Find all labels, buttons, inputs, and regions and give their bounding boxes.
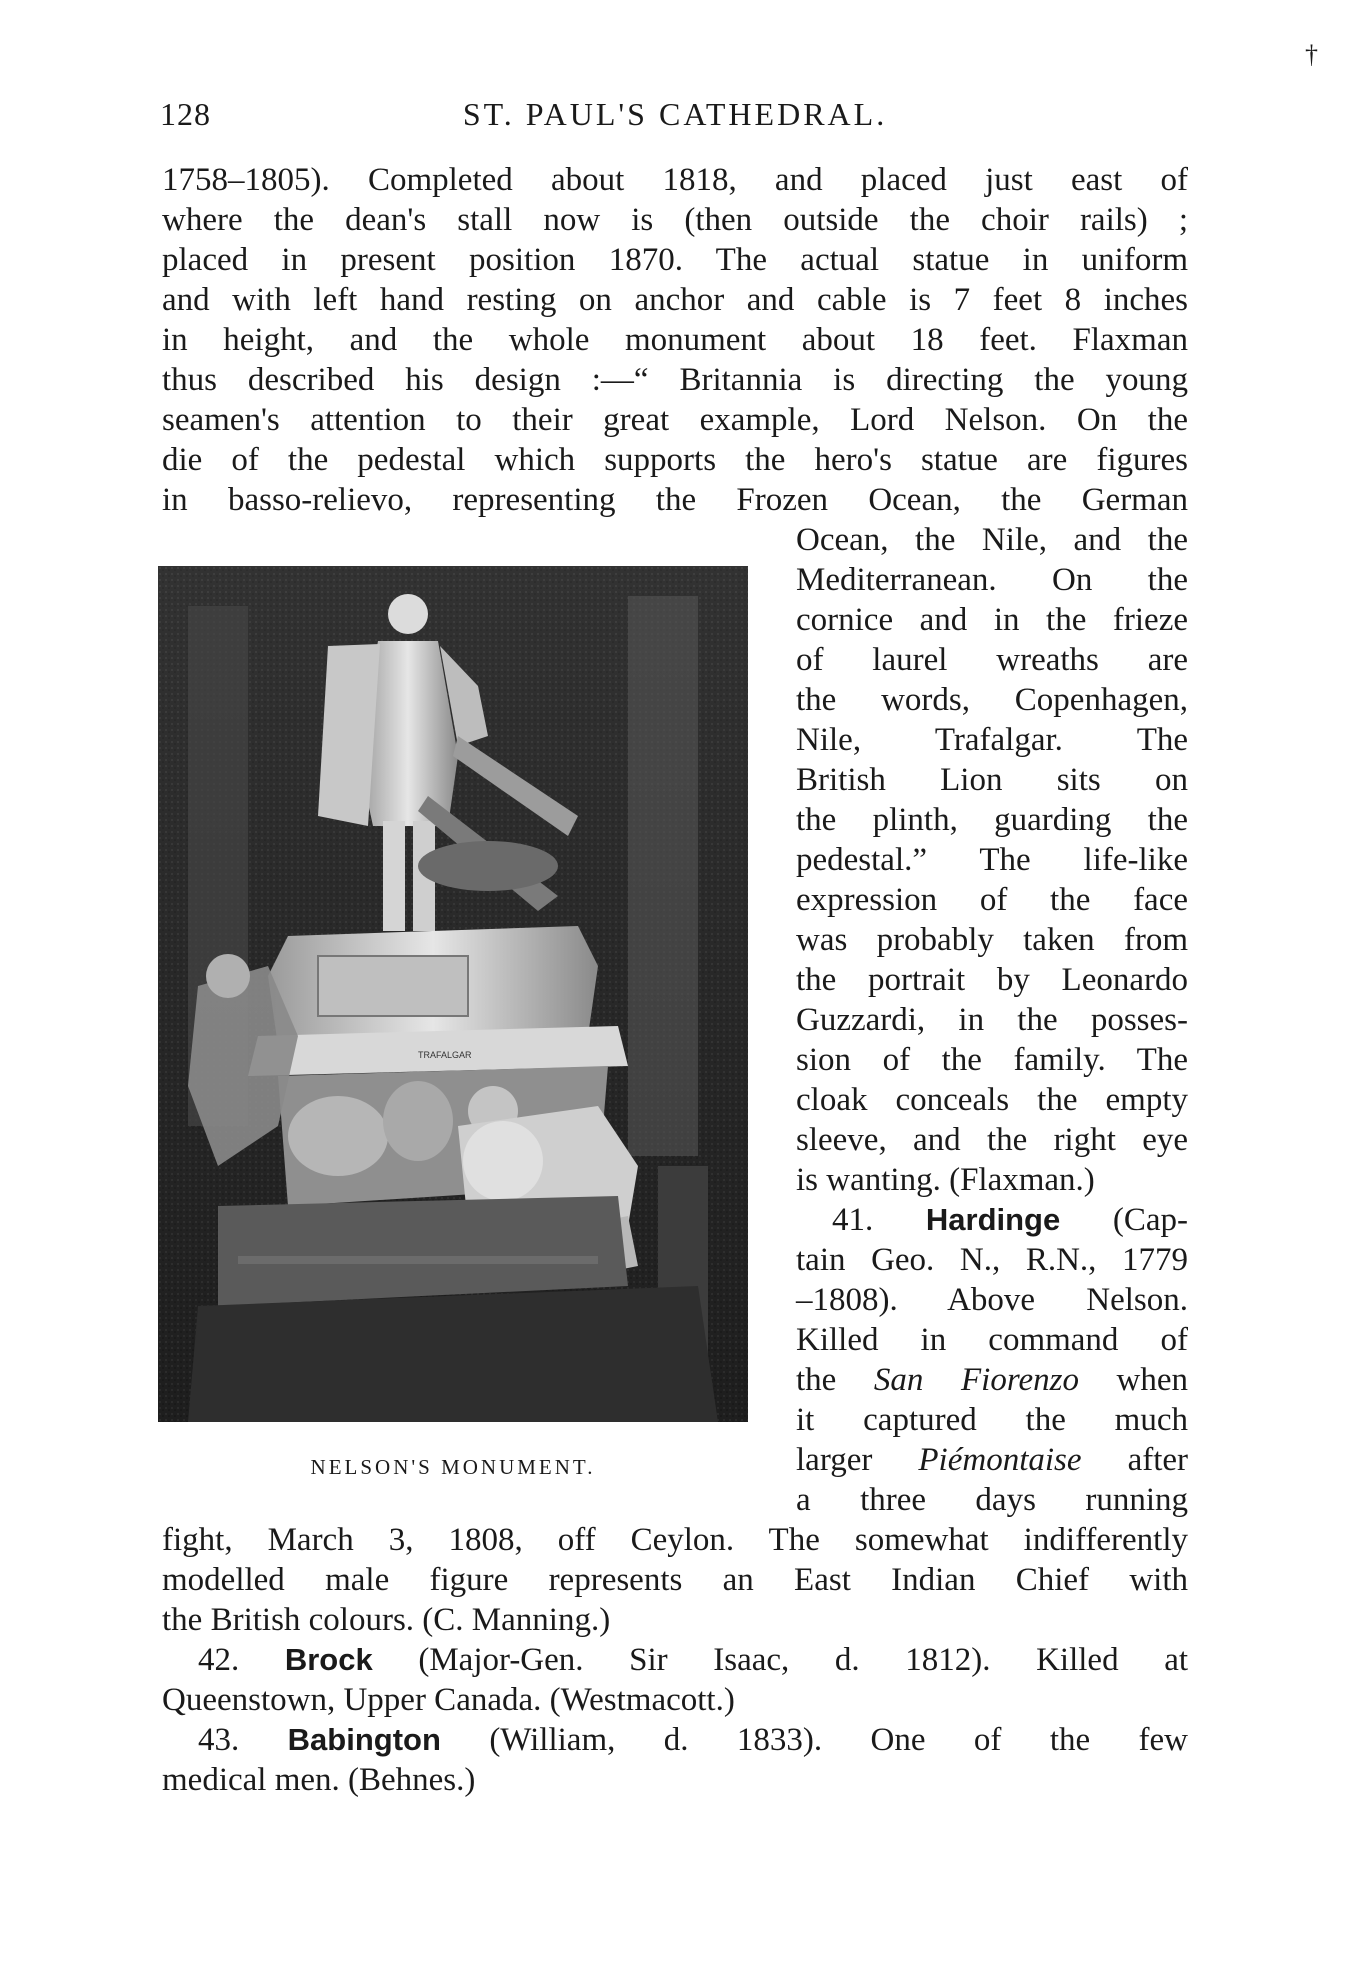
text-line: a three days running (796, 1482, 1188, 1518)
text-fragment: after (1127, 1442, 1189, 1478)
text-line: cornice and in the frieze (796, 602, 1188, 638)
entry-name: Brock (284, 1642, 373, 1677)
text-line: sion of the family. The (796, 1042, 1188, 1078)
page-number: 128 (160, 96, 211, 132)
entry-42-line (162, 1640, 1188, 1680)
text-line: sleeve, and the right eye (796, 1122, 1188, 1158)
entry-text: (Major-Gen. Sir Isaac, d. 1812). Killed at (418, 1642, 1189, 1678)
text-line: it captured the much (796, 1402, 1188, 1438)
text-line: Ocean, the Nile, and the (796, 522, 1188, 558)
text-line: 1758–1805). Completed about 1818, and placed just east of (162, 162, 1188, 198)
entry-text: (William, d. 1833). One of the few (489, 1722, 1189, 1758)
margin-mark: † (1305, 40, 1318, 69)
entry-number: 42. (198, 1642, 240, 1678)
text-line: where the dean's stall now is (then outside the choir rails) ; (162, 202, 1188, 238)
text-line: the portrait by Leonardo (796, 962, 1188, 998)
text-line: Nile, Trafalgar. The (796, 722, 1188, 758)
text-line: medical men. (Behnes.) (162, 1762, 476, 1798)
text-line: Killed in command of (796, 1322, 1188, 1358)
text-line: placed in present position 1870. The actual statue in uniform (162, 242, 1188, 278)
nelson-monument-illustration (158, 566, 748, 1422)
text-line: in height, and the whole monument about 18 feet. Flaxman (162, 322, 1188, 358)
plinth-inscription: TRAFALGAR (418, 1050, 472, 1060)
text-line: seamen's attention to their great example, Lord Nelson. On the (162, 402, 1188, 438)
text-line: was probably taken from (796, 922, 1188, 958)
text-line: of laurel wreaths are (796, 642, 1188, 678)
ship-name: San Fiorenzo (873, 1362, 1079, 1398)
text-line: British Lion sits on (796, 762, 1188, 798)
text-line: cloak conceals the empty (796, 1082, 1188, 1118)
text-fragment: the (796, 1362, 837, 1398)
bottom-paragraph (162, 1520, 1188, 1800)
entry-41-line (796, 1200, 1188, 1240)
text-line: and with left hand resting on anchor and cable is 7 feet 8 inches (162, 282, 1188, 318)
entry-43-line (162, 1720, 1188, 1760)
text-line: Queenstown, Upper Canada. (Westmacott.) (162, 1682, 735, 1718)
text-line: die of the pedestal which supports the hero's statue are figures (162, 442, 1188, 478)
text-line: tain Geo. N., R.N., 1779 (796, 1242, 1188, 1278)
side-column (796, 520, 1188, 1520)
figure-caption: NELSON'S MONUMENT. (310, 1455, 596, 1479)
entry-name: Babington (287, 1722, 441, 1757)
running-title: ST. PAUL'S CATHEDRAL. (462, 96, 888, 132)
text-fragment: larger (796, 1442, 873, 1478)
text-line: is wanting. (Flaxman.) (796, 1162, 1095, 1198)
entry-text: (Cap- (1112, 1202, 1188, 1238)
text-line: thus described his design :—“ Britannia is directing the young (162, 362, 1188, 398)
entry-number: 41. (832, 1202, 874, 1238)
text-line: –1808). Above Nelson. (796, 1282, 1188, 1318)
text-line: modelled male figure represents an East Indian Chief with (162, 1562, 1188, 1598)
entry-name: Hardinge (925, 1202, 1061, 1237)
text-line: pedestal.” The life-like (796, 842, 1188, 878)
text-line: in basso-relievo, representing the Frozen Ocean, the German (162, 482, 1188, 518)
text-line: Mediterranean. On the (796, 562, 1188, 598)
text-line (796, 1360, 1188, 1400)
text-line (796, 1440, 1188, 1480)
ship-name: Piémontaise (918, 1442, 1082, 1478)
text-line: the British colours. (C. Manning.) (162, 1602, 611, 1638)
text-line: fight, March 3, 1808, off Ceylon. The somewhat indifferently (162, 1522, 1188, 1558)
entry-number: 43. (198, 1722, 240, 1758)
text-line: the plinth, guarding the (796, 802, 1188, 838)
text-line: expression of the face (796, 882, 1188, 918)
text-line: the words, Copenhagen, (796, 682, 1188, 718)
top-paragraph (162, 160, 1188, 520)
text-fragment: when (1116, 1362, 1189, 1398)
text-line: Guzzardi, in the posses- (796, 1002, 1188, 1038)
